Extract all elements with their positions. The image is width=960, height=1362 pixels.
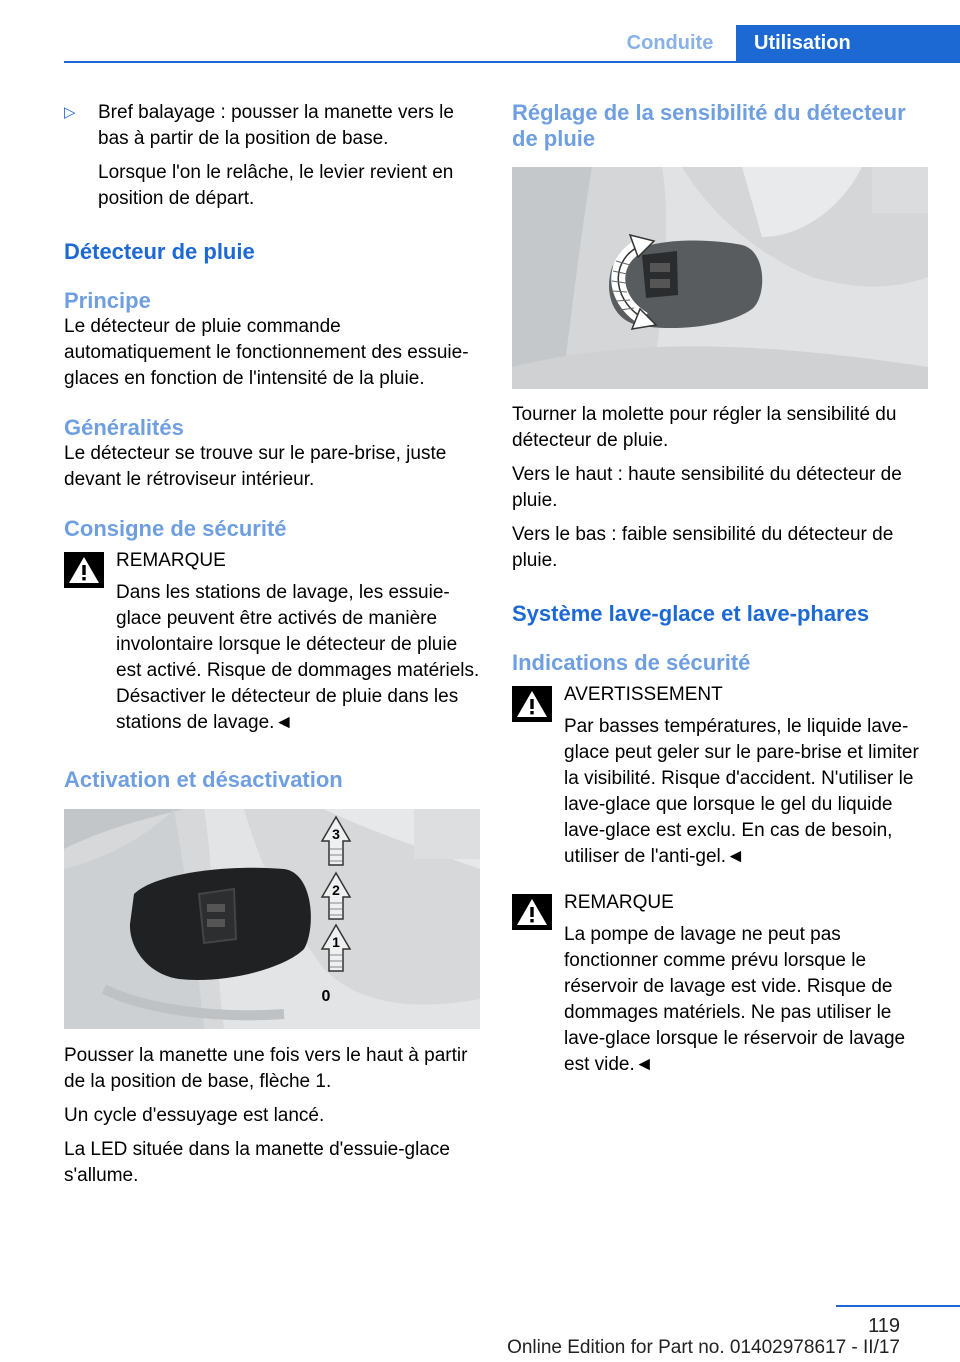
- after-figure-text-2: Un cycle d'essuyage est lancé.: [64, 1105, 325, 1126]
- heading-reglage: Réglage de la sensibilité du détecteur de pluie: [512, 100, 906, 151]
- sensitivity-wheel-figure: [512, 167, 928, 389]
- heading-principe: Principe: [64, 288, 151, 313]
- heading-detecteur-pluie: Détecteur de pluie: [64, 239, 255, 264]
- warning-icon: [64, 552, 104, 588]
- heading-indications: Indications de sécurité: [512, 650, 751, 675]
- warning-title: AVERTISSEMENT: [564, 684, 723, 705]
- bullet-note: Lorsque l'on le relâche, le levier revient en position de départ.: [98, 162, 454, 209]
- arrow-label-3: 3: [332, 826, 340, 842]
- heading-consigne: Consigne de sécurité: [64, 516, 287, 541]
- position-label-0: 0: [321, 988, 331, 1005]
- warning-title: REMARQUE: [564, 892, 674, 913]
- arrow-label-1: 1: [332, 934, 340, 950]
- left-column: [64, 100, 480, 1189]
- heading-activation: Activation et désactivation: [64, 767, 343, 792]
- reglage-text-3: Vers le bas : faible sensibilité du détecteur de pluie.: [512, 524, 894, 571]
- after-figure-text-3: La LED située dans la manette d'essuie-glace s'allume.: [64, 1139, 450, 1186]
- heading-generalites: Généralités: [64, 415, 184, 440]
- warning-icon: [512, 894, 552, 930]
- section-tab-conduite[interactable]: Conduite: [626, 32, 714, 54]
- header-rule: [64, 61, 960, 63]
- footer-rule: [836, 1305, 960, 1307]
- warning-block-avertissement: [512, 682, 928, 870]
- page-number: 119: [868, 1315, 900, 1337]
- sensitivity-wheel-illustration: [512, 167, 928, 389]
- principe-text: Le détecteur de pluie commande automatiquement le fonctionnement des essuie-glaces en fonction de l'intensité de la pluie.: [64, 316, 469, 389]
- wiper-lever-figure: [64, 809, 480, 1029]
- reglage-text-2: Vers le haut : haute sensibilité du détecteur de pluie.: [512, 464, 902, 511]
- generalites-text: Le détecteur se trouve sur le pare-brise, juste devant le rétroviseur intérieur.: [64, 443, 447, 490]
- reglage-text-1: Tourner la molette pour régler la sensibilité du détecteur de pluie.: [512, 404, 897, 451]
- bullet-item: [64, 100, 480, 152]
- edition-text: Online Edition for Part no. 01402978617 - II/17: [507, 1337, 900, 1358]
- wiper-lever-illustration: [64, 809, 480, 1029]
- heading-lave-glace: Système lave-glace et lave-phares: [512, 601, 870, 626]
- section-tab-utilisation[interactable]: Utilisation: [736, 25, 960, 61]
- after-figure-text-1: Pousser la manette une fois vers le haut à partir de la position de base, flèche 1.: [64, 1045, 468, 1092]
- bullet-triangle-icon: ▷: [64, 104, 76, 121]
- warning-text: La pompe de lavage ne peut pas fonctionner comme prévu lorsque le réservoir de lavage est vide. Risque de dommages matériels. Ne pas utiliser le lave-glace lorsque le réservoir de lavage est vide.◄: [564, 924, 906, 1075]
- warning-text: Par basses températures, le liquide lave-glace peut geler sur le pare-brise et limiter la visibilité. Risque d'accident. N'utiliser le lave-glace que lorsque le gel du liquide lave-glace est exclu. En cas de besoin, utiliser de l'anti-gel.◄: [564, 716, 919, 867]
- warning-title: REMARQUE: [116, 550, 226, 571]
- bullet-text: Bref balayage : pousser la manette vers le bas à partir de la position de base.: [98, 102, 454, 149]
- warning-icon: [512, 686, 552, 722]
- warning-block: [64, 548, 480, 736]
- warning-text: Dans les stations de lavage, les essuie-glace peuvent être activés de manière involontaire lorsque le détecteur de pluie est activé. Risque de dommages matériels. Désactiver le détecteur de pluie dans les stations de lavage.◄: [116, 582, 480, 733]
- arrow-label-2: 2: [332, 882, 340, 898]
- warning-block-remarque: [512, 890, 928, 1078]
- right-column: [512, 100, 928, 1078]
